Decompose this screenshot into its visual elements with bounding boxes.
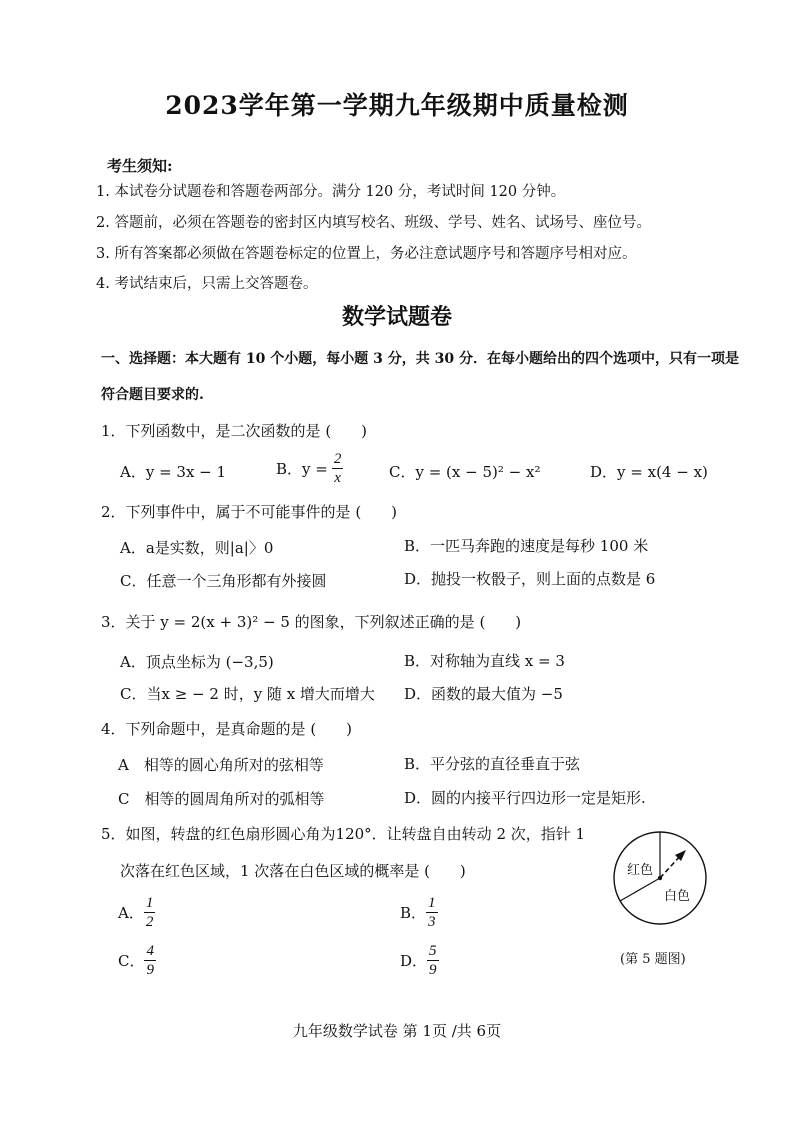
notice-item-1: 1. 本试卷分试题卷和答题卷两部分。满分 120 分，考试时间 120 分钟。 <box>96 184 566 200</box>
q2-stem: 2．下列事件中，属于不可能事件的是 ( ) <box>101 503 398 521</box>
section-title: 数学试题卷 <box>341 304 452 330</box>
page-footer: 九年级数学试卷 第 1页 /共 6页 <box>292 1022 502 1040</box>
q1-stem: 1．下列函数中，是二次函数的是 ( ) <box>101 422 368 440</box>
figure-caption: (第 5 题图) <box>620 952 686 967</box>
q1-b-numerator: 2 <box>333 451 342 467</box>
q5-d-denominator: 9 <box>429 962 437 978</box>
q5-stem-line2: 次落在红色区域，1 次落在白色区域的概率是 ( ) <box>120 862 466 880</box>
spinner-label-white: 白色 <box>664 888 691 903</box>
q5-b-denominator: 3 <box>428 914 436 930</box>
spinner-label-red: 红色 <box>627 862 654 877</box>
q3-stem: 3．关于 y = 2(x + 3)² − 5 的图象，下列叙述正确的是 ( ) <box>101 613 522 631</box>
exam-title: 2023学年第一学期九年级期中质量检测 <box>165 91 629 120</box>
q2-option-c: C．任意一个三角形都有外接圆 <box>120 572 327 590</box>
q3-option-b: B．对称轴为直线 x = 3 <box>404 652 565 670</box>
q3-option-a: A．顶点坐标为 (−3,5) <box>120 653 274 671</box>
q4-stem: 4．下列命题中，是真命题的是 ( ) <box>101 720 353 738</box>
q4-option-a: A 相等的圆心角所对的弦相等 <box>118 756 324 774</box>
q5-c-label: C． <box>118 952 145 970</box>
q5-c-denominator: 9 <box>146 962 154 978</box>
q3-option-c: C．当x ≥ − 2 时，y 随 x 增大而增大 <box>120 685 375 703</box>
notice-item-4: 4. 考试结束后，只需上交答题卷。 <box>96 276 318 292</box>
q5-option-d <box>400 942 439 979</box>
q1-option-c: C．y = (x − 5)² − x² <box>389 463 541 481</box>
q5-option-c <box>118 942 156 979</box>
notice-heading: 考生须知: <box>107 157 173 175</box>
q5-c-numerator: 4 <box>146 943 154 959</box>
q5-d-numerator: 5 <box>429 943 437 959</box>
q1-option-b-fraction <box>332 450 344 487</box>
q5-b-label: B． <box>400 904 427 922</box>
q3-option-d: D．函数的最大值为 −5 <box>404 685 563 703</box>
q5-a-label: A． <box>118 904 144 922</box>
q1-option-b <box>276 450 343 487</box>
section-instructions-line2: 符合题目要求的. <box>101 387 204 403</box>
q5-c-fraction <box>144 942 156 979</box>
spinner-radius-lower-left <box>620 878 660 901</box>
notice-item-3: 3. 所有答案都必须做在答题卷标定的位置上，务必注意试题序号和答题序号相对应。 <box>96 246 637 262</box>
q5-b-fraction <box>426 894 438 931</box>
q4-option-d: D．圆的内接平行四边形一定是矩形. <box>404 789 646 807</box>
notice-item-2: 2. 答题前，必须在答题卷的密封区内填写校名、班级、学号、姓名、试场号、座位号。 <box>96 215 651 231</box>
q5-stem-line1: 5．如图，转盘的红色扇形圆心角为120°．让转盘自由转动 2 次，指针 1 <box>101 825 586 843</box>
q5-d-fraction <box>427 942 439 979</box>
q1-option-a: A．y = 3x − 1 <box>120 463 227 481</box>
q5-a-numerator: 1 <box>145 895 154 911</box>
q5-option-a <box>118 894 155 931</box>
q4-option-b: B．平分弦的直径垂直于弦 <box>404 755 581 773</box>
q5-a-denominator: 2 <box>145 914 154 930</box>
q5-d-label: D． <box>400 952 428 970</box>
q1-option-b-prefix: B．y = <box>276 460 328 478</box>
q2-option-b: B．一匹马奔跑的速度是每秒 100 米 <box>404 537 649 555</box>
q2-option-d: D．抛投一枚骰子，则上面的点数是 6 <box>404 570 656 588</box>
q4-option-c: C 相等的圆周角所对的弧相等 <box>118 790 325 808</box>
q1-b-denominator: x <box>334 470 341 486</box>
section-instructions-line1: 一、选择题：本大题有 10 个小题，每小题 3 分，共 30 分．在每小题给出的四个选项中，只有一项是 <box>101 351 739 367</box>
q5-a-fraction <box>144 894 156 931</box>
q5-option-b <box>400 894 438 931</box>
q1-option-d: D．y = x(4 − x) <box>590 463 708 481</box>
q2-option-a: A．a是实数，则|a|〉0 <box>120 539 274 557</box>
q5-b-numerator: 1 <box>428 895 436 911</box>
spinner-figure <box>612 822 708 940</box>
